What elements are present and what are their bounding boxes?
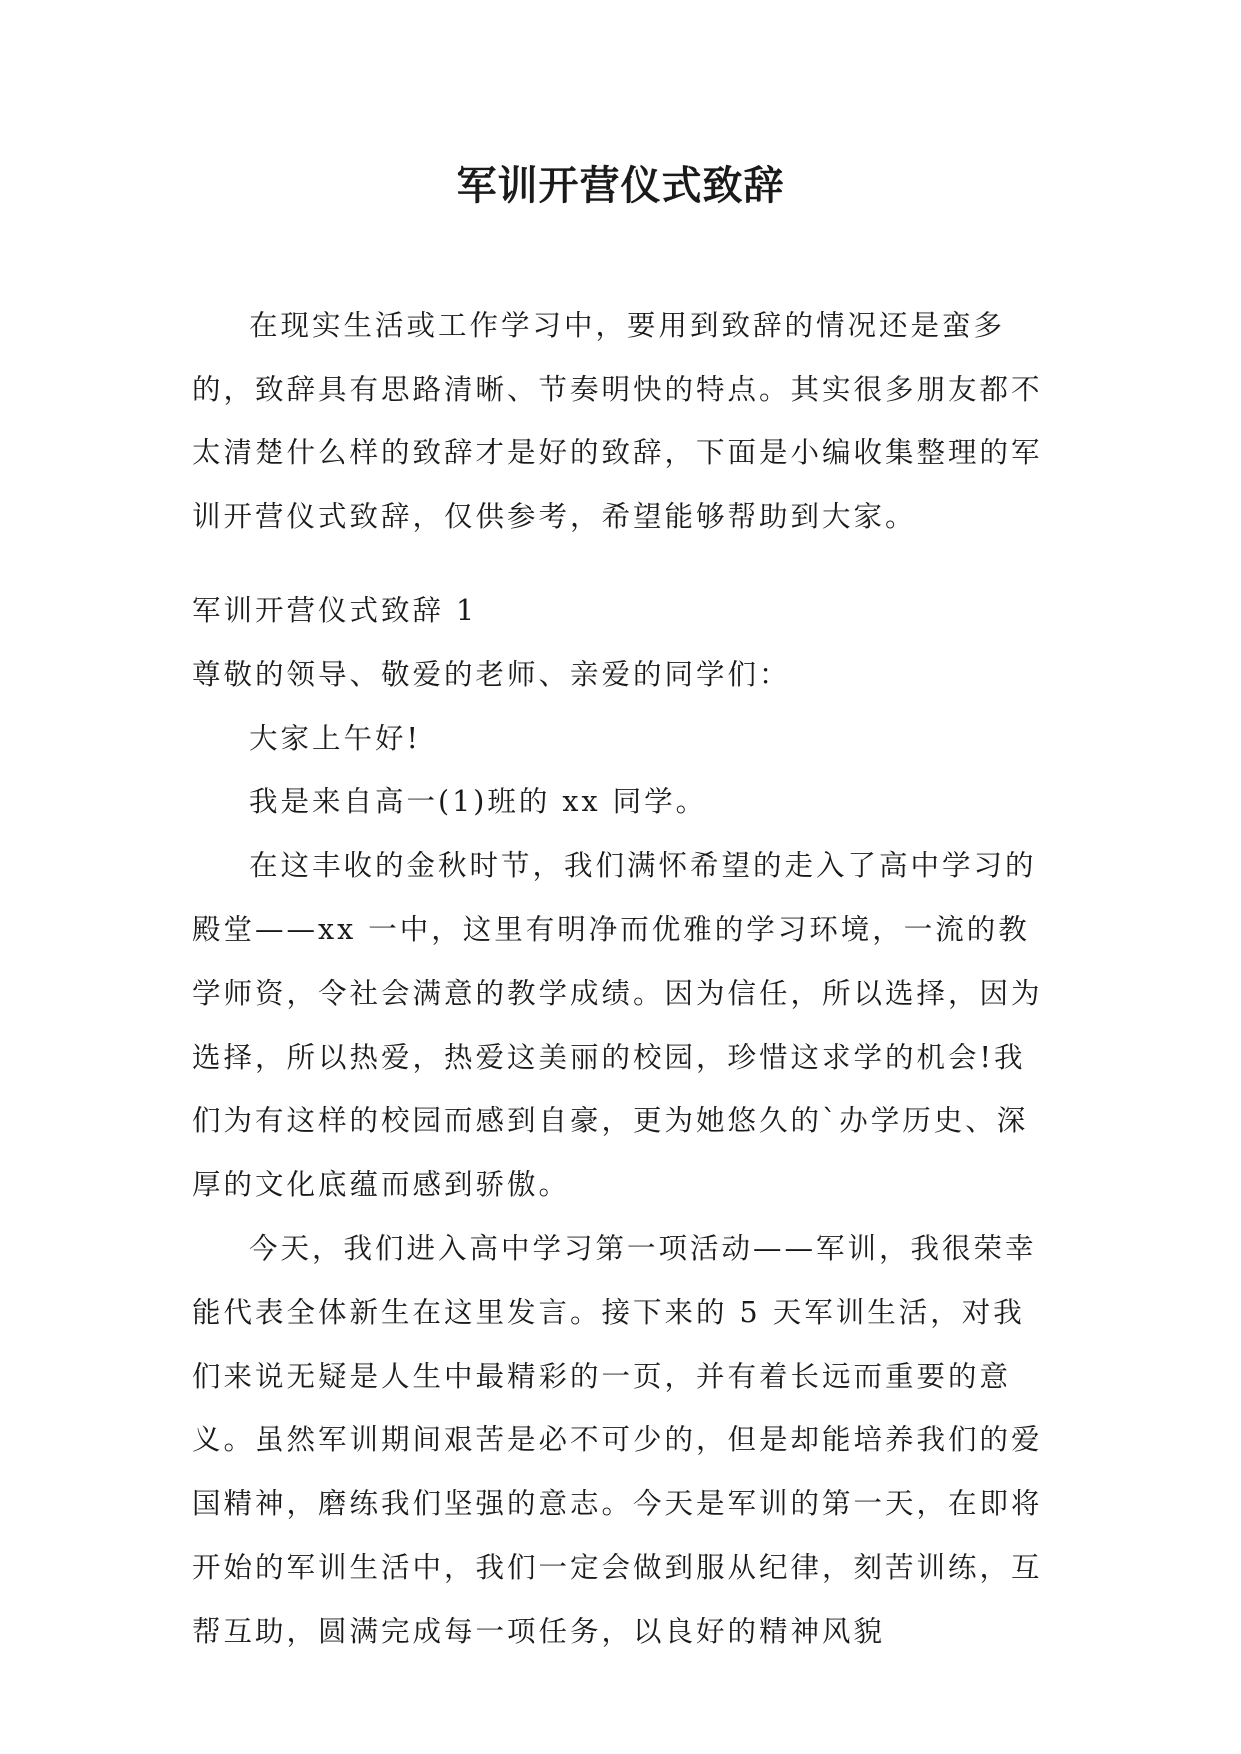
document-title: 军训开营仪式致辞 [456, 163, 785, 209]
paragraph-school: 在这丰收的金秋时节，我们满怀希望的走入了高中学习的殿堂——xx 一中，这里有明净而优雅的学习环境，一流的教学师资，令社会满意的教学成绩。因为信任，所以选择，因为选择，所以热爱，热爱这美丽的校园，珍惜这求学的机会!我们为有这样的校园而感到自豪，更为她悠久的`办学历史、深厚的文化底蕴而感到骄傲。 [192, 849, 1043, 1202]
section-heading: 军训开营仪式致辞 1 [192, 594, 478, 627]
paragraph-self-introduction: 我是来自高一(1)班的 xx 同学。 [249, 785, 708, 819]
speech-block [192, 579, 1054, 1664]
paragraph-greeting: 大家上午好! [249, 721, 421, 755]
paragraph-military-training: 今天，我们进入高中学习第一项活动——军训，我很荣幸能代表全体新生在这里发言。接下来的 5 天军训生活，对我们来说无疑是人生中最精彩的一页，并有着长远而重要的意义。虽然军训期间艰苦是必不可少的，但是却能培养我们的爱国精神，磨练我们坚强的意志。今天是军训的第一天，在即将开始的军训生活中，我们一定会做到服从纪律，刻苦训练，互帮互助，圆满完成每一项任务，以良好的精神风貌 [192, 1231, 1043, 1648]
intro-block [192, 294, 1054, 548]
intro-paragraph: 在现实生活或工作学习中，要用到致辞的情况还是蛮多的，致辞具有思路清晰、节奏明快的特点。其实很多朋友都不太清楚什么样的致辞才是好的致辞，下面是小编收集整理的军训开营仪式致辞，仅供参考，希望能够帮助到大家。 [192, 309, 1043, 533]
salutation: 尊敬的领导、敬爱的老师、亲爱的同学们： [192, 657, 791, 691]
